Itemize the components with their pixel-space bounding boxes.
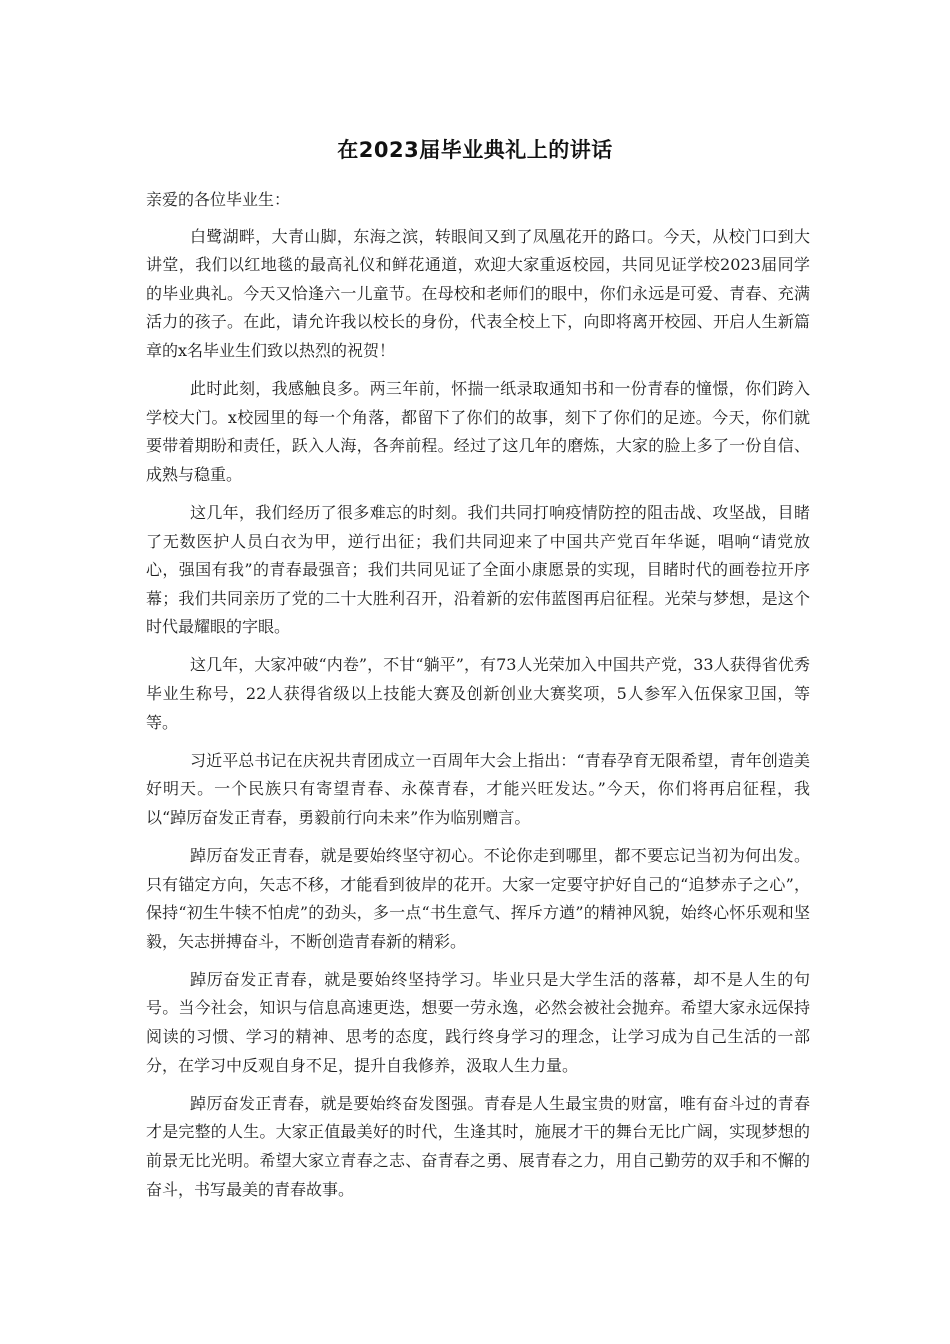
paragraph-4: 这几年，大家冲破“内卷”，不甘“躺平”，有73人光荣加入中国共产党，33人获得省优秀毕业生称号，22人获得省级以上技能大赛及创新创业大赛奖项，5人参军入伍保家卫国，等等。	[146, 655, 810, 732]
paragraph-7: 踔厉奋发正青春，就是要始终坚持学习。毕业只是大学生活的落幕，却不是人生的句号。当今社会，知识与信息高速更迭，想要一劳永逸，必然会被社会抛弃。希望大家永远保持阅读的习惯、学习的精神、思考的态度，践行终身学习的理念，让学习成为自己生活的一部分，在学习中反观自身不足，提升自我修养，汲取人生力量。	[146, 969, 810, 1075]
paragraph-8: 踔厉奋发正青春，就是要始终奋发图强。青春是人生最宝贵的财富，唯有奋斗过的青春才是完整的人生。大家正值最美好的时代，生逢其时，施展才干的舞台无比广阔，实现梦想的前景无比光明。希望大家立青春之志、奋青春之勇、展青春之力，用自己勤劳的双手和不懈的奋斗，书写最美的青春故事。	[146, 1093, 810, 1199]
document-title: 在2023届毕业典礼上的讲话	[337, 138, 613, 162]
paragraph-5: 习近平总书记在庆祝共青团成立一百周年大会上指出：“青春孕育无限希望，青年创造美好明天。一个民族只有寄望青春、永葆青春，才能兴旺发达。”今天，你们将再启征程，我以“踔厉奋发正青春，勇毅前行向未来”作为临别赠言。	[146, 750, 810, 827]
greeting: 亲爱的各位毕业生：	[146, 190, 291, 209]
paragraph-3: 这几年，我们经历了很多难忘的时刻。我们共同打响疫情防控的阻击战、攻坚战，目睹了无数医护人员白衣为甲，逆行出征；我们共同迎来了中国共产党百年华诞，唱响“请党放心，强国有我”的青春最强音；我们共同见证了全面小康愿景的实现，目睹时代的画卷拉开序幕；我们共同亲历了党的二十大胜利召开，沿着新的宏伟蓝图再启征程。光荣与梦想，是这个时代最耀眼的字眼。	[146, 502, 810, 637]
document-body	[146, 186, 810, 1214]
paragraph-2: 此时此刻，我感触良多。两三年前，怀揣一纸录取通知书和一份青春的憧憬，你们跨入学校大门。x校园里的每一个角落，都留下了你们的故事，刻下了你们的足迹。今天，你们就要带着期盼和责任，跃入人海，各奔前程。经过了这几年的磨炼，大家的脸上多了一份自信、成熟与稳重。	[146, 379, 810, 484]
paragraph-6: 踔厉奋发正青春，就是要始终坚守初心。不论你走到哪里，都不要忘记当初为何出发。只有锚定方向，矢志不移，才能看到彼岸的花开。大家一定要守护好自己的“追梦赤子之心”，保持“初生牛犊不怕虎”的劲头，多一点“书生意气、挥斥方遒”的精神风貌，始终心怀乐观和坚毅，矢志拼搏奋斗，不断创造青春新的精彩。	[146, 845, 810, 951]
paragraph-1: 白鹭湖畔，大青山脚，东海之滨，转眼间又到了凤凰花开的路口。今天，从校门口到大讲堂，我们以红地毯的最高礼仪和鲜花通道，欢迎大家重返校园，共同见证学校2023届同学的毕业典礼。今天又恰逢六一儿童节。在母校和老师们的眼中，你们永远是可爱、青春、充满活力的孩子。在此，请允许我以校长的身份，代表全校上下，向即将离开校园、开启人生新篇章的x名毕业生们致以热烈的祝贺！	[146, 226, 810, 360]
